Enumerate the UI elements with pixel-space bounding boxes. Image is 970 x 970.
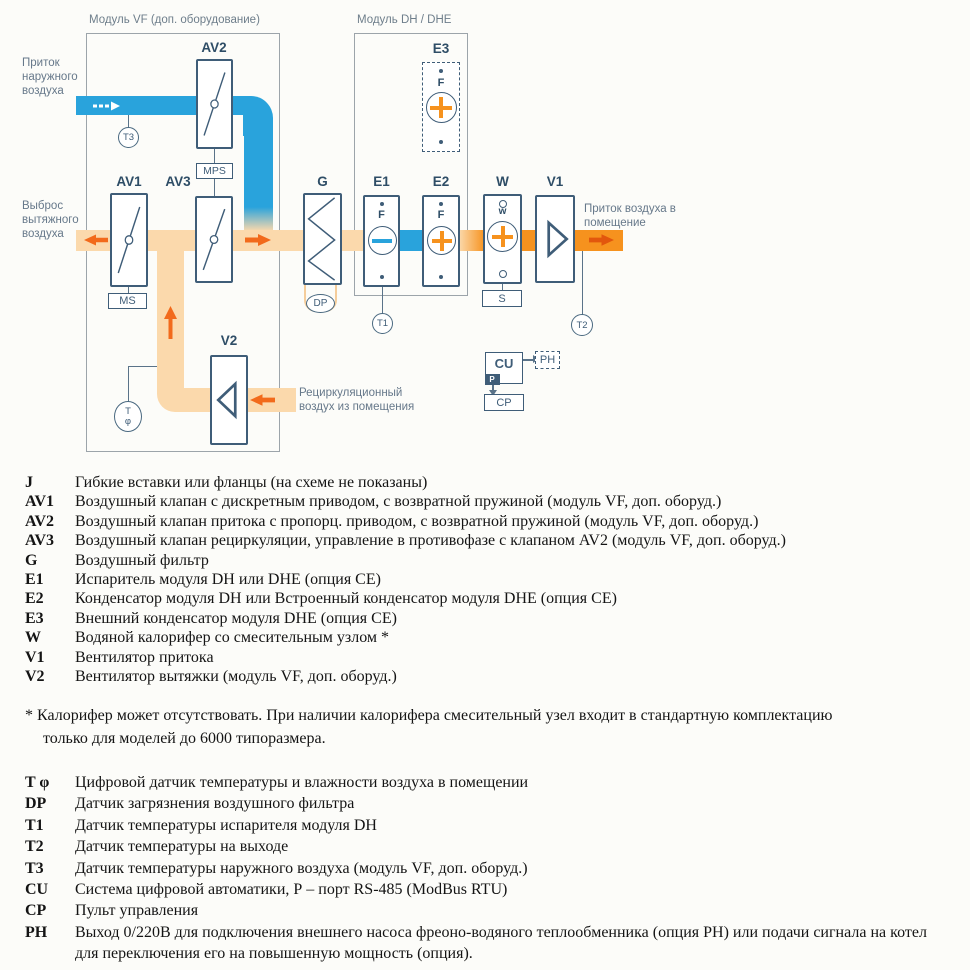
t1-sensor: T1 xyxy=(372,313,393,334)
legend-row xyxy=(25,793,930,814)
legend-key: V1 xyxy=(25,648,45,666)
module-vf-title: Модуль VF (доп. оборудование) xyxy=(89,14,260,26)
legend-text: Вентилятор вытяжки (модуль VF, доп. оборуд.) xyxy=(75,668,397,686)
fan-triangle-icon xyxy=(537,197,573,281)
legend-row xyxy=(25,551,965,570)
ms-box: MS xyxy=(108,293,147,309)
g-label: G xyxy=(317,174,328,189)
main-flow-arrow-icon xyxy=(245,234,271,246)
legend-key: PH xyxy=(25,923,48,941)
g-filter xyxy=(303,193,342,285)
recirc-up-arrow-icon xyxy=(164,306,177,339)
legend-row xyxy=(25,512,965,531)
legend-row xyxy=(25,879,930,900)
legend-text: Выход 0/220В для подключения внешнего насоса фреоно-водяного теплообменника (опция РН) или подачи сигнала на котел для переключения его на повышенную мощность (опция). xyxy=(75,923,927,963)
av3-damper xyxy=(195,196,233,283)
e2-label: E2 xyxy=(432,174,450,189)
t2-sensor: T2 xyxy=(571,314,593,336)
legend-text: Датчик загрязнения воздушного фильтра xyxy=(75,795,355,813)
legend-row xyxy=(25,836,930,857)
damper-blade-icon xyxy=(197,198,231,281)
legend-key: T2 xyxy=(25,838,44,856)
legend-row xyxy=(25,648,965,667)
legend-row xyxy=(25,667,965,686)
legend-text: Водяной калорифер со смесительным узлом * xyxy=(75,629,390,647)
legend-components xyxy=(25,473,965,686)
water-label: w xyxy=(498,206,507,217)
legend-row xyxy=(25,492,965,511)
t-phi-phi: φ xyxy=(124,415,132,427)
legend-text: Испаритель модуля DH или DHE (опция CE) xyxy=(75,571,381,589)
t3-sensor: T3 xyxy=(118,127,139,148)
pipe-dot-icon xyxy=(380,275,384,279)
module-dh-title: Модуль DH / DHE xyxy=(357,14,452,26)
legend-text: Внешний конденсатор модуля DHE (опция CE) xyxy=(75,609,397,627)
e1-t1-line xyxy=(382,286,383,314)
cooling-coil-icon xyxy=(368,226,397,255)
dp-sensor: DP xyxy=(306,294,335,313)
e1-label: E1 xyxy=(373,174,390,189)
legend-text: Датчик температуры на выходе xyxy=(75,838,289,856)
tphi-line-horizontal xyxy=(128,366,158,367)
intake-white-arrow-icon xyxy=(92,101,122,111)
mps-box: MPS xyxy=(196,163,233,179)
intake-duct-vertical xyxy=(244,130,273,208)
legend-key: AV3 xyxy=(25,532,55,550)
fan-triangle-icon xyxy=(212,357,246,443)
duct-t2-line xyxy=(582,251,583,315)
legend-text: Гибкие вставки или фланцы (на схеме не показаны) xyxy=(75,474,428,491)
legend-key: AV1 xyxy=(25,493,55,511)
outdoor-intake-label: Приток наружного воздуха xyxy=(22,57,78,97)
v2-exhaust-fan xyxy=(210,355,248,445)
legend-sensors xyxy=(25,772,930,965)
v2-label: V2 xyxy=(220,333,238,348)
legend-row xyxy=(25,628,965,647)
e2-condenser xyxy=(422,195,460,287)
cu-controller-box xyxy=(485,352,523,384)
legend-key: T3 xyxy=(25,859,44,877)
main-duct-blue-segment xyxy=(400,230,423,251)
legend-row xyxy=(25,473,965,492)
w-water-heater xyxy=(483,194,522,284)
legend-row xyxy=(25,570,965,589)
pipe-dot-icon xyxy=(439,140,443,144)
legend-key: G xyxy=(25,551,38,569)
legend-key: E1 xyxy=(25,571,44,589)
pipe-dot-icon xyxy=(380,202,384,206)
freon-label: F xyxy=(437,209,445,221)
supply-room-label: Приток воздуха в помещение xyxy=(584,203,676,229)
legend-text: Вентилятор притока xyxy=(75,648,214,666)
heating-coil-icon xyxy=(427,226,456,255)
legend-row xyxy=(25,589,965,608)
legend-text: Датчик температуры испарителя модуля DH xyxy=(75,816,377,834)
legend-row xyxy=(25,531,965,550)
legend-text: Воздушный клапан рециркуляции, управление в противофазе с клапаном AV2 (модуль VF, доп. оборуд.) xyxy=(75,532,786,550)
w-label: W xyxy=(496,174,509,189)
legend-key: CU xyxy=(25,881,49,899)
e3-external-condenser xyxy=(422,62,460,152)
v1-supply-fan xyxy=(535,195,575,283)
legend-text: Датчик температуры наружного воздуха (модуль VF, доп. оборуд.) xyxy=(75,859,528,877)
legend-key: AV2 xyxy=(25,512,55,530)
s-box: S xyxy=(482,290,522,307)
pipe-dot-icon xyxy=(439,69,443,73)
legend-text: Пульт управления xyxy=(75,902,199,920)
av1-damper xyxy=(110,193,148,287)
legend-row xyxy=(25,815,930,836)
legend-row xyxy=(25,609,965,628)
heating-coil-icon xyxy=(426,92,457,123)
exhaust-out-label: Выброс вытяжного воздуха xyxy=(22,200,79,240)
cp-control-panel-box: CP xyxy=(484,394,524,411)
filter-zigzag-icon xyxy=(305,195,340,283)
mps-av3-line xyxy=(214,178,215,196)
damper-blade-icon xyxy=(198,61,231,147)
intake-duct-fade xyxy=(244,207,273,231)
legend-text: Воздушный клапан с дискретным приводом, с возвратной пружиной (модуль VF, доп. оборуд.) xyxy=(75,493,722,511)
legend-key: T1 xyxy=(25,816,44,834)
t-phi-sensor xyxy=(114,401,142,432)
main-duct-transition-segment xyxy=(459,230,485,251)
legend-text: Цифровой датчик температуры и влажности воздуха в помещении xyxy=(75,774,529,791)
pipe-dot-icon xyxy=(439,275,443,279)
legend-key: T φ xyxy=(25,774,50,791)
freon-label: F xyxy=(437,77,445,89)
supply-flow-arrow-icon xyxy=(589,234,614,246)
legend-key: V2 xyxy=(25,668,45,686)
legend-key: J xyxy=(25,474,33,491)
tphi-line-vertical xyxy=(128,366,129,402)
pipe-dot-icon xyxy=(439,202,443,206)
heater-footnote: * Калорифер может отсутствовать. При наличии калорифера смесительный узел входит в стандартную комплектацию только для моделей до 6000 типоразмера. xyxy=(25,707,833,747)
legend-key: E2 xyxy=(25,590,44,608)
legend-row xyxy=(25,900,930,921)
p-port-badge: P xyxy=(485,374,500,385)
water-port-icon xyxy=(499,270,507,278)
freon-label: F xyxy=(378,209,385,221)
av3-label: AV3 xyxy=(165,174,191,189)
v1-label: V1 xyxy=(546,174,564,189)
t3-connector-line xyxy=(128,114,129,128)
legend-text: Система цифровой автоматики, Р – порт RS-485 (ModBus RTU) xyxy=(75,881,508,899)
e3-label: E3 xyxy=(432,41,450,56)
legend-row xyxy=(25,858,930,879)
recirc-flow-arrow-icon xyxy=(250,394,275,406)
legend-text: Воздушный клапан притока с пропорц. приводом, с возвратной пружиной (модуль VF, доп. оборуд.) xyxy=(75,512,759,530)
legend-row xyxy=(25,922,930,965)
legend-key: CP xyxy=(25,902,47,920)
legend-key: E3 xyxy=(25,609,44,627)
av2-damper xyxy=(196,59,233,149)
ph-output-box: PH xyxy=(535,351,560,369)
av1-label: AV1 xyxy=(116,174,142,189)
legend-text: Воздушный фильтр xyxy=(75,551,209,569)
damper-blade-icon xyxy=(112,195,146,285)
legend-text: Конденсатор модуля DH или Встроенный конденсатор модуля DHE (опция CE) xyxy=(75,590,617,608)
av2-label: AV2 xyxy=(201,40,227,55)
cu-label: CU xyxy=(494,356,514,371)
heating-coil-icon xyxy=(487,221,518,252)
legend-key: DP xyxy=(25,795,47,813)
legend-row xyxy=(25,772,930,793)
legend-key: W xyxy=(25,629,41,647)
t-phi-t: T xyxy=(125,405,131,417)
recirc-label: Рециркуляционный воздух из помещения xyxy=(299,387,415,413)
e1-evaporator xyxy=(363,195,400,287)
